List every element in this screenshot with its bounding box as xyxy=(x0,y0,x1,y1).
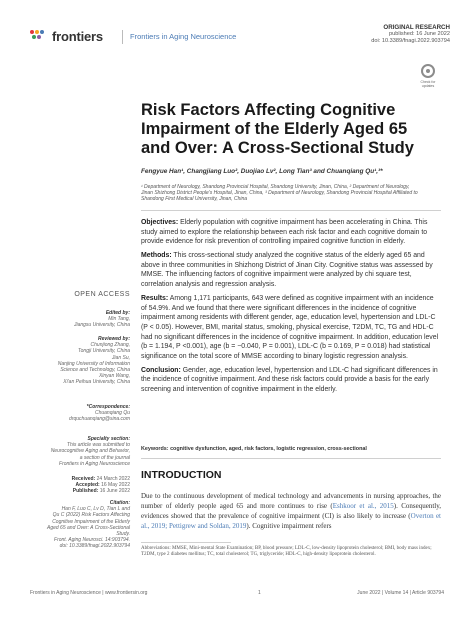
badge-label: Check for updates xyxy=(420,80,436,88)
specialty-section-block: Specialty section: This article was submitted to Neurocognitive Aging and Behavior, a section of the journal Frontiers in Aging Neuroscience xyxy=(50,436,130,467)
reviewed-by-block: Reviewed by: Chunjiong Zhang, Tongji University, China Jian Su, Nanjing University of Information Science and Technology, China Xinyan Wang, Xi'an Peihua University, China xyxy=(57,336,130,386)
footnote-divider xyxy=(141,542,231,543)
abstract-conclusion: Conclusion: Gender, age, education level, hypertension and LDL-C had significant differences in the incidence of cognitive impairment. And these risk factors could provide a basis for the early screening and intervention of cognitive impairment in the elderly. xyxy=(141,366,438,393)
footer-journal-link[interactable]: Frontiers in Aging Neuroscience | www.frontiersin.org xyxy=(30,590,148,596)
journal-name[interactable]: Frontiers in Aging Neuroscience xyxy=(130,32,237,41)
edited-by-block: Edited by: Min Tang, Jiangsu University, China xyxy=(73,310,130,329)
header-divider xyxy=(122,30,123,44)
footer-volume-info: June 2022 | Volume 14 | Article 903794 xyxy=(357,590,444,596)
abstract xyxy=(141,218,441,399)
check-updates-icon xyxy=(421,64,435,78)
page-footer xyxy=(30,590,444,598)
page-header xyxy=(30,24,450,52)
introduction-paragraph: Due to the continuous development of medical technology and advancements in nursing approaches, the number of elderly people aged 65 and more continues to rise (Eshkoor et al., 2015). Consequently, evidences showed that the prevalence of cognitive impairment (CI) is also likely to increase (Overton et al., 2019; Pettigrew and Soldan, 2019). Cognitive impairment refers xyxy=(141,492,442,530)
section-heading-introduction: INTRODUCTION xyxy=(141,469,222,481)
citation-link[interactable]: Eshkoor et al., 2015 xyxy=(332,502,394,510)
affiliation-line: ¹ Department of Neurology, Shandong Provincial Hospital, Shandong University, Jinan, China, ² Department of Neurology, xyxy=(141,184,410,190)
citation-block: Citation: Han F, Luo C, Lv D, Tian L and Qu C (2022) Risk Factors Affecting Cognitive Impairment of the Elderly Aged 65 and Over: A Cross-Sectional Study. Front. Aging Neurosci. 14:903794. doi: 10.3389/fnagi.2022.903794 xyxy=(46,500,130,550)
check-for-updates-badge[interactable] xyxy=(417,64,439,90)
author-list: Fengyue Han¹, Changjiang Luo², Duojiao Lv², Long Tian³ and Chuanqiang Qu¹,³* xyxy=(141,168,383,175)
article-title: Risk Factors Affecting Cognitive Impairment of the Elderly Aged 65 and Over: A Cross-Sectional Study xyxy=(141,101,414,157)
affiliation-line: Jinan Shizhong District People's Hospital, Jinan, China, ³ Department of Neurology, Shandong Provincial Hospital Affiliated to xyxy=(141,190,418,197)
affiliations xyxy=(141,184,441,203)
correspondence-email[interactable]: drquchuanqiang@sina.com xyxy=(69,416,130,423)
doi-link[interactable]: doi: 10.3389/fnagi.2022.903794 xyxy=(371,38,450,44)
abstract-results: Results: Among 1,171 participants, 643 were defined as cognitive impairment with an incidence of 54.9%. And we found that there were significant differences in the incidence of cognitive impairment among residents with different gender, age, education level, hypertension and LDL-C (P < 0.05). However, BMI, marital status, smoking, physical exercise, T2DM, TC, TG and HDL-C had no significant differences in the incidence of cognitive impairment. In addition, education level (b = 1.194, P <0.001), age (b = −0.040, P = 0.001), LDL-C (b = 0.169, P = 0.018) had statistical significance on the total score of MMSE according to binary logistic regression analysis. xyxy=(141,295,439,360)
page-number: 1 xyxy=(258,590,261,596)
affiliation-line: Shandong First Medical University, Jinan, China xyxy=(141,196,248,203)
keywords: Keywords: cognitive dysfunction, aged, risk factors, logistic regression, cross-sectional xyxy=(141,446,367,452)
logo-text: frontiers xyxy=(52,29,103,44)
published-date: published: 16 June 2022 xyxy=(389,31,450,37)
divider xyxy=(141,458,441,459)
article-meta xyxy=(371,24,450,45)
abstract-methods: Methods: This cross-sectional study analyzed the cognitive status of the elderly aged 65 and above in three communities in Shizhong District of Jinan City. Cognitive status was assessed by MMSE. The influencing factors of cognitive impairment were analyzed by chi square test, correlation analysis and regression analysis. xyxy=(141,252,433,289)
correspondence-block: *Correspondence: Chuanqiang Qu drquchuanqiang@sina.com xyxy=(20,404,130,423)
abstract-objectives: Objectives: Elderly population with cognitive impairment has been accelerating in China. This study aimed to explore the relationship between each risk factor and each cognitive domain to provide evidence for risk prevention of controlling impaired cognitive function in elderly. xyxy=(141,219,428,246)
open-access-label: OPEN ACCESS xyxy=(74,291,130,298)
frontiers-logo[interactable] xyxy=(30,29,103,44)
frontiers-logo-icon xyxy=(30,30,48,44)
dates-block: Received: 24 March 2022 Accepted: 16 May 2022 Published: 16 June 2022 xyxy=(71,476,130,495)
divider xyxy=(141,210,441,211)
citation-link[interactable]: Overton et al., 2019; Pettigrew and Soldan, 2019 xyxy=(141,512,441,530)
abbreviations-footnote: Abbreviations: MMSE, Mini-mental State Examination; BP, blood pressure; LDL-C, low-density lipoprotein cholesterol; BMI, body mass index; T2DM, type 2 diabetes mellitus; TC, total cholesterol; TG, triglyceride; HDL-C, high-density lipoprotein cholesterol. xyxy=(141,546,432,558)
article-type: ORIGINAL RESEARCH xyxy=(383,24,450,31)
